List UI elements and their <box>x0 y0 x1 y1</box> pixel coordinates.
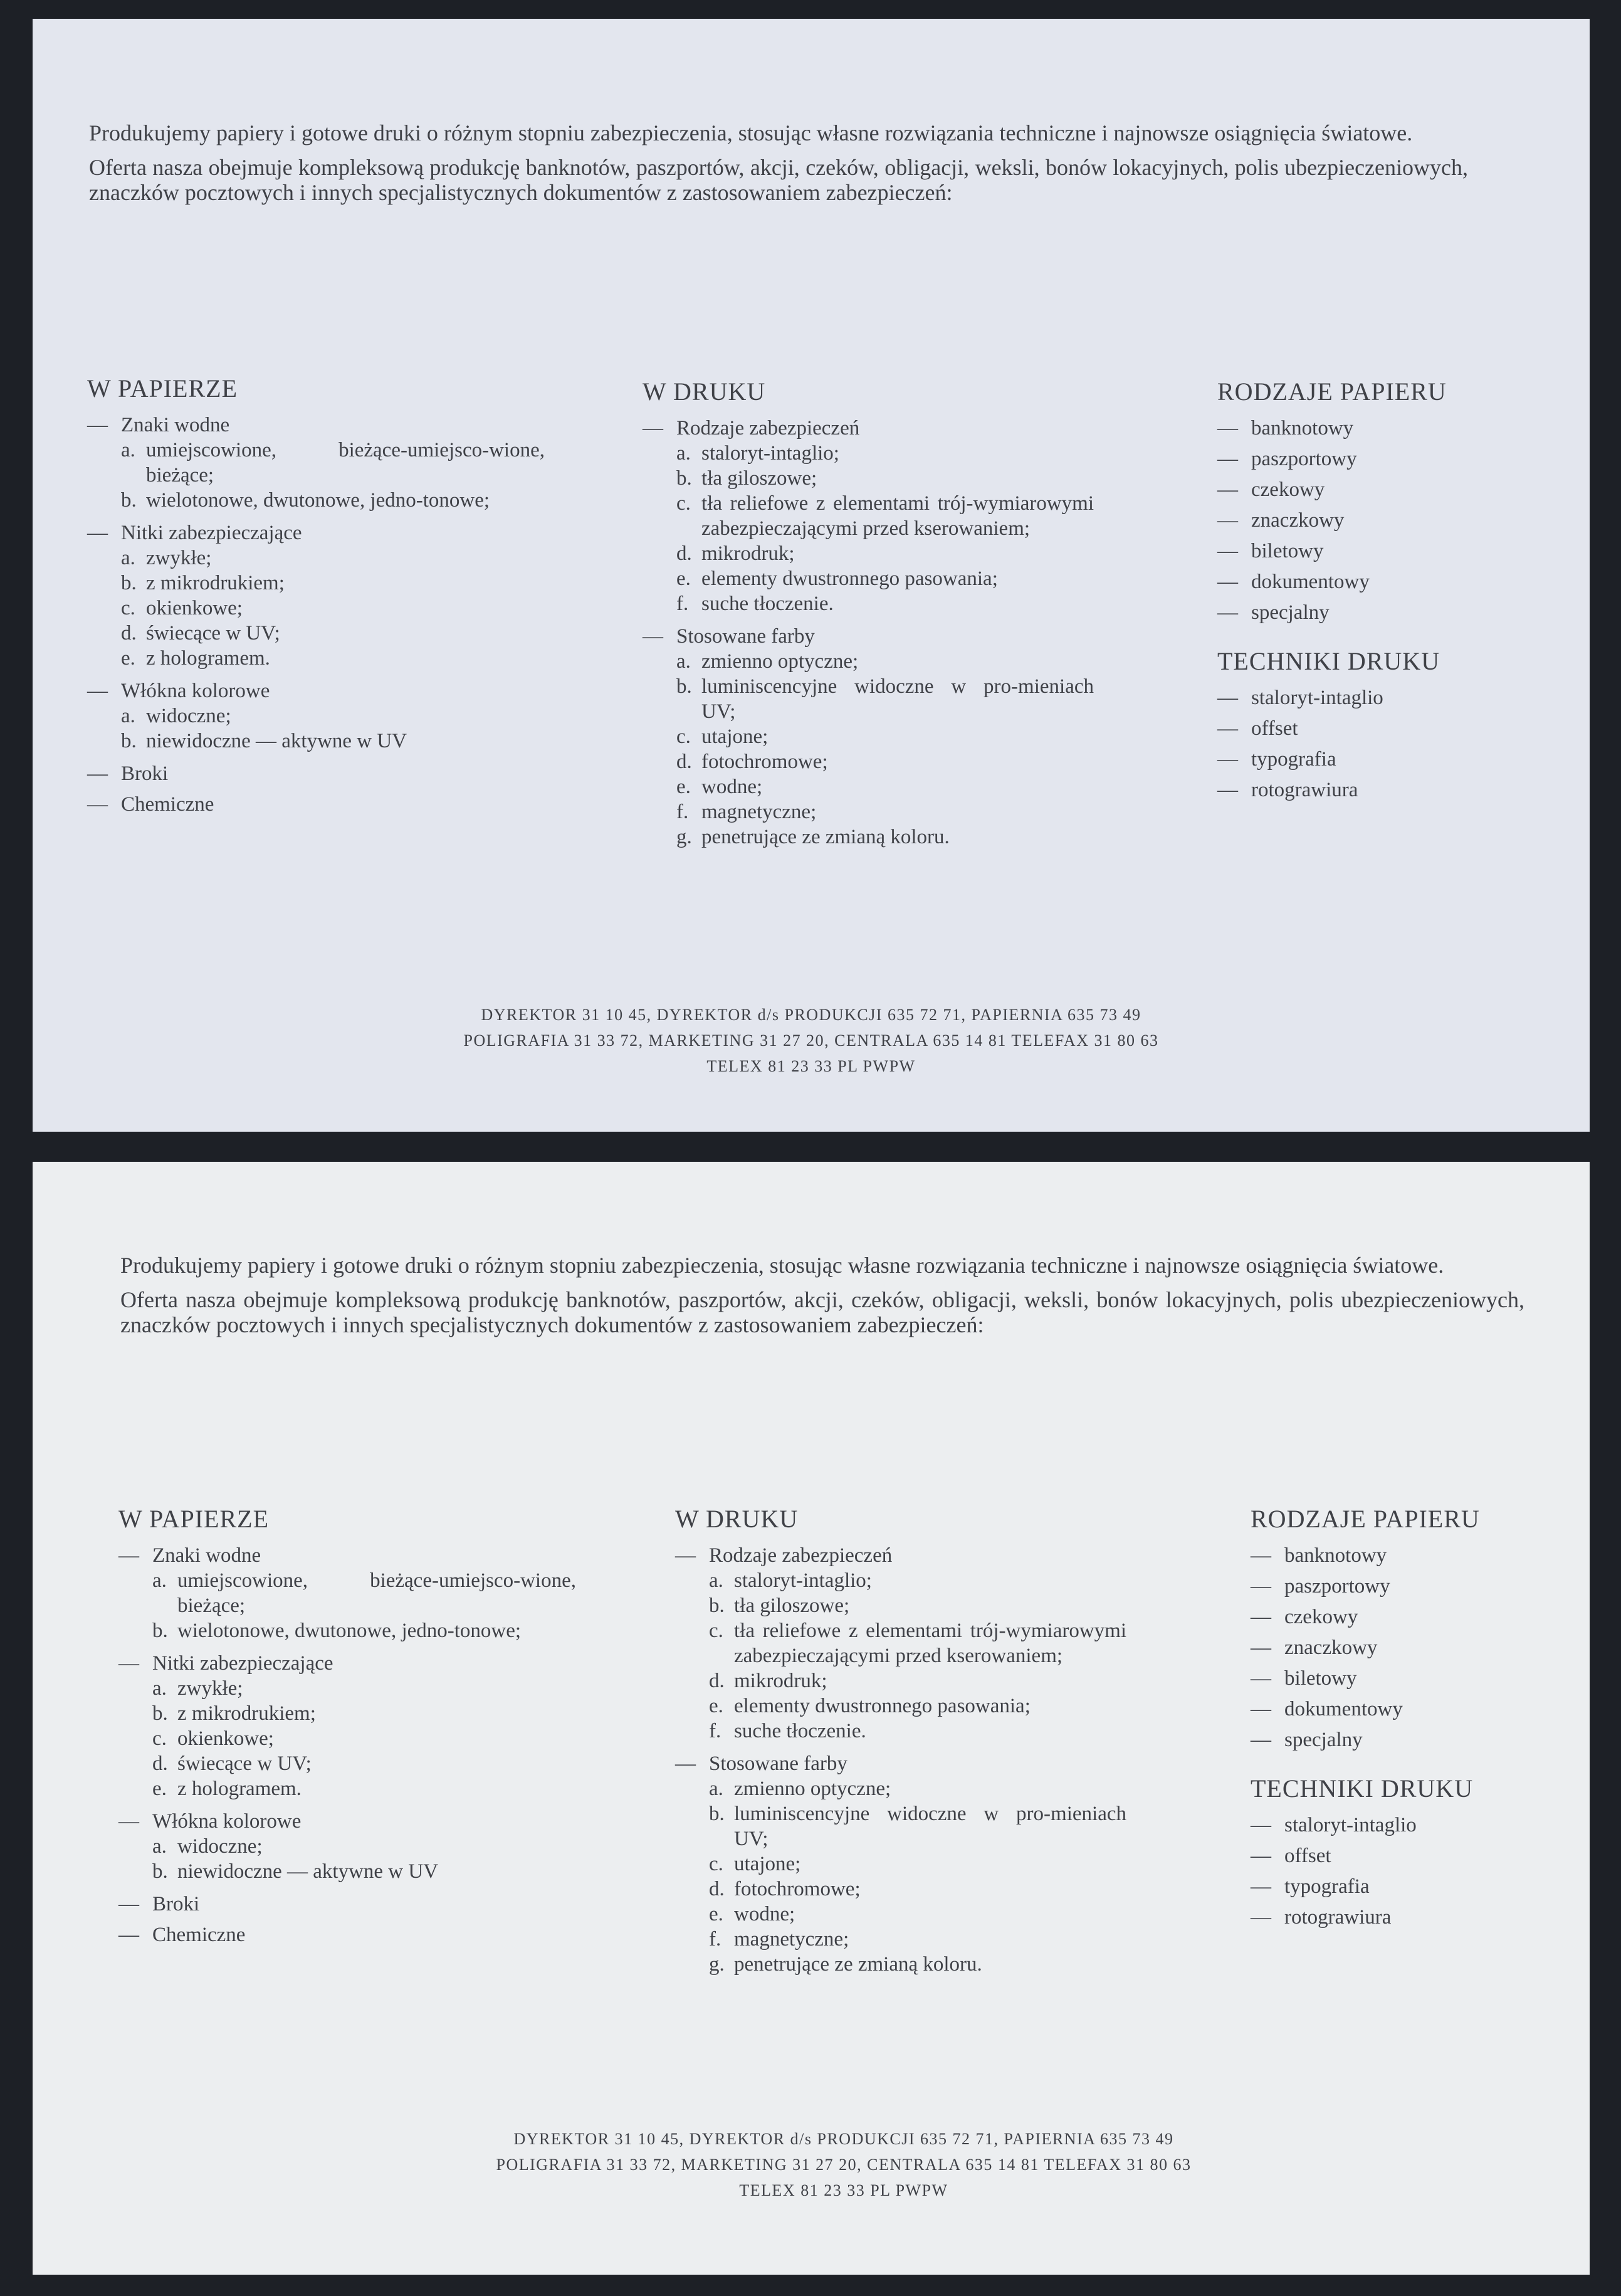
list-item: — typografia <box>1251 1875 1370 1898</box>
group-wlokna <box>118 1809 576 1884</box>
document-sheet-top <box>33 19 1590 1132</box>
list-item: b. z mikrodrukiem; <box>152 1702 316 1725</box>
list-item: — dokumentowy <box>1251 1698 1403 1720</box>
list-item: c. okienkowe; <box>152 1727 274 1750</box>
group-nitki <box>118 1651 576 1801</box>
list-item: c. okienkowe; <box>121 597 243 619</box>
list-item: c. tła reliefowe z elementami trój-wymiarowymi zabezpieczającymi przed kserowaniem; <box>676 492 1094 540</box>
list-item: d. świecące w UV; <box>152 1752 312 1775</box>
list-item: — czekowy <box>1251 1606 1358 1628</box>
contact-footer <box>65 2126 1590 2203</box>
column-rodzaje-papieru <box>1217 379 1543 808</box>
list-item: a. umiejscowione, bieżące-umiejsco-wione, bieżące; <box>152 1569 576 1617</box>
list-item: — paszportowy <box>1251 1575 1390 1598</box>
dash: — <box>675 1544 696 1567</box>
list-item: c. utajone; <box>709 1853 801 1875</box>
list-item: d. mikrodruk; <box>676 542 795 565</box>
dash: — <box>87 522 108 544</box>
group-nitki <box>87 520 545 671</box>
group-title: Nitki zabezpieczające <box>152 1652 333 1675</box>
contact-line-1: DYREKTOR 31 10 45, DYREKTOR d/s PRODUKCJI 635 72 71, PAPIERNIA 635 73 49 <box>513 2130 1174 2148</box>
column-heading: RODZAJE PAPIERU <box>1251 1505 1480 1533</box>
column-heading: RODZAJE PAPIERU <box>1217 377 1447 406</box>
list-item: d. świecące w UV; <box>121 622 280 645</box>
group-title: Znaki wodne <box>152 1544 261 1567</box>
group-title: Włókna kolorowe <box>152 1810 302 1833</box>
list-item: b. z mikrodrukiem; <box>121 572 285 594</box>
list-item: — dokumentowy <box>1217 571 1370 593</box>
list-item: b. luminiscencyjne widoczne w pro-mieniach UV; <box>676 675 1094 723</box>
group-stosowane-farby <box>675 1751 1126 1977</box>
list-item: a. zwykłe; <box>121 547 212 569</box>
list-item: f. suche tłoczenie. <box>709 1720 866 1742</box>
list-item: b. niewidoczne — aktywne w UV <box>121 730 407 752</box>
list-item: — rotograwiura <box>1217 779 1358 801</box>
list-item: b. luminiscencyjne widoczne w pro-mieniach UV; <box>709 1803 1126 1850</box>
group-title: Stosowane farby <box>709 1752 847 1775</box>
column-w-druku <box>643 379 1094 857</box>
group-znaki-wodne <box>87 413 545 513</box>
list-item: d. fotochromowe; <box>709 1878 861 1900</box>
column-rodzaje-papieru <box>1251 1507 1576 1935</box>
list-item: — znaczkowy <box>1217 509 1345 532</box>
list-item: e. wodne; <box>709 1903 795 1925</box>
list-item: f. suche tłoczenie. <box>676 592 834 615</box>
contact-line-2: POLIGRAFIA 31 33 72, MARKETING 31 27 20, CENTRALA 635 14 81 TELEFAX 31 80 63 <box>496 2156 1192 2174</box>
list-item: a. staloryt-intaglio; <box>676 442 839 465</box>
list-item: d. fotochromowe; <box>676 750 828 773</box>
list-item: b. wielotonowe, dwutonowe, jedno-tonowe; <box>121 489 490 512</box>
item-chemiczne: — Chemiczne <box>87 793 214 816</box>
group-znaki-wodne <box>118 1543 576 1643</box>
group-title: Nitki zabezpieczające <box>121 522 302 544</box>
list-item: c. tła reliefowe z elementami trój-wymiarowymi zabezpieczającymi przed kserowaniem; <box>709 1619 1126 1667</box>
list-item: — specjalny <box>1217 601 1330 624</box>
list-item: — biletowy <box>1217 540 1324 562</box>
list-item: b. wielotonowe, dwutonowe, jedno-tonowe; <box>152 1619 522 1642</box>
list-item: — biletowy <box>1251 1667 1357 1690</box>
list-item: f. magnetyczne; <box>676 801 817 823</box>
list-item: e. z hologramem. <box>152 1777 302 1800</box>
intro-text <box>120 1253 1524 1347</box>
item-broki: — Broki <box>118 1893 200 1915</box>
list-item: — banknotowy <box>1217 417 1354 440</box>
list-item: e. wodne; <box>676 776 763 798</box>
list-item: b. tła giloszowe; <box>709 1594 850 1617</box>
list-item: a. zmienno optyczne; <box>676 650 859 673</box>
list-item: — staloryt-intaglio <box>1251 1814 1417 1836</box>
intro-paragraph-1: Produkujemy papiery i gotowe druki o różnym stopniu zabezpieczenia, stosując własne rozwiązania techniczne i najnowsze osiągnięcia światowe. <box>120 1253 1444 1278</box>
dash: — <box>643 417 663 440</box>
list-item: — znaczkowy <box>1251 1636 1378 1659</box>
column-heading: W DRUKU <box>675 1505 799 1533</box>
list-item: — staloryt-intaglio <box>1217 687 1383 709</box>
list-item: a. zmienno optyczne; <box>709 1777 891 1800</box>
list-item: a. staloryt-intaglio; <box>709 1569 872 1592</box>
list-item: — paszportowy <box>1217 448 1357 470</box>
contact-line-2: POLIGRAFIA 31 33 72, MARKETING 31 27 20, CENTRALA 635 14 81 TELEFAX 31 80 63 <box>463 1031 1159 1050</box>
group-wlokna <box>87 678 545 754</box>
dash: — <box>118 1544 139 1567</box>
list-item: f. magnetyczne; <box>709 1928 849 1951</box>
list-item: — typografia <box>1217 748 1336 771</box>
contact-footer <box>33 1002 1590 1079</box>
list-item: d. mikrodruk; <box>709 1670 827 1692</box>
group-title: Rodzaje zabezpieczeń <box>709 1544 893 1567</box>
column-heading-techniki: TECHNIKI DRUKU <box>1217 647 1440 675</box>
column-heading-techniki: TECHNIKI DRUKU <box>1251 1774 1474 1803</box>
intro-paragraph-2: Oferta nasza obejmuje kompleksową produkcję banknotów, paszportów, akcji, czeków, obligacji, weksli, bonów lokacyjnych, polis ubezpieczeniowych, znaczków pocztowych i innych specjalistycznych dokumentów z zastosowaniem zabezpieczeń: <box>89 155 1468 205</box>
group-title: Włókna kolorowe <box>121 680 270 702</box>
dash: — <box>87 414 108 436</box>
list-item: e. z hologramem. <box>121 647 270 670</box>
list-item: g. penetrujące ze zmianą koloru. <box>709 1953 982 1976</box>
dash: — <box>643 625 663 648</box>
list-item: — banknotowy <box>1251 1544 1387 1567</box>
item-broki: — Broki <box>87 762 169 785</box>
contact-line-1: DYREKTOR 31 10 45, DYREKTOR d/s PRODUKCJI 635 72 71, PAPIERNIA 635 73 49 <box>481 1006 1141 1024</box>
intro-paragraph-1: Produkujemy papiery i gotowe druki o różnym stopniu zabezpieczenia, stosując własne rozwiązania techniczne i najnowsze osiągnięcia światowe. <box>89 120 1413 145</box>
list-item: — rotograwiura <box>1251 1906 1392 1929</box>
group-stosowane-farby <box>643 624 1094 850</box>
column-w-papierze <box>87 376 545 823</box>
list-item: — offset <box>1217 717 1298 740</box>
dash: — <box>118 1652 139 1675</box>
list-item: a. widoczne; <box>121 705 231 727</box>
list-item: c. utajone; <box>676 725 769 748</box>
group-rodzaje-zabezpieczen <box>643 416 1094 616</box>
dash: — <box>675 1752 696 1775</box>
intro-text <box>89 120 1468 214</box>
list-item: — specjalny <box>1251 1729 1363 1751</box>
column-heading: W PAPIERZE <box>87 374 238 403</box>
intro-paragraph-2: Oferta nasza obejmuje kompleksową produkcję banknotów, paszportów, akcji, czeków, obligacji, weksli, bonów lokacyjnych, polis ubezpieczeniowych, znaczków pocztowych i innych specjalistycznych dokumentów z zastosowaniem zabezpieczeń: <box>120 1287 1524 1337</box>
document-sheet-bottom <box>33 1162 1590 2275</box>
column-heading: W PAPIERZE <box>118 1505 270 1533</box>
contact-line-3: TELEX 81 23 33 PL PWPW <box>739 2181 948 2199</box>
list-item: a. umiejscowione, bieżące-umiejsco-wione, bieżące; <box>121 439 545 487</box>
group-title: Rodzaje zabezpieczeń <box>676 417 860 440</box>
group-rodzaje-zabezpieczen <box>675 1543 1126 1744</box>
dash: — <box>118 1810 139 1833</box>
list-item: e. elementy dwustronnego pasowania; <box>709 1695 1031 1717</box>
list-item: a. zwykłe; <box>152 1677 243 1700</box>
item-chemiczne: — Chemiczne <box>118 1924 246 1946</box>
list-item: g. penetrujące ze zmianą koloru. <box>676 826 950 848</box>
dash: — <box>87 680 108 702</box>
group-title: Znaki wodne <box>121 414 230 436</box>
group-title: Stosowane farby <box>676 625 815 648</box>
column-w-druku <box>675 1507 1126 1984</box>
list-item: — offset <box>1251 1845 1331 1867</box>
list-item: — czekowy <box>1217 478 1325 501</box>
list-item: e. elementy dwustronnego pasowania; <box>676 567 998 590</box>
list-item: b. niewidoczne — aktywne w UV <box>152 1860 439 1883</box>
column-w-papierze <box>118 1507 576 1953</box>
contact-line-3: TELEX 81 23 33 PL PWPW <box>706 1057 916 1075</box>
list-item: b. tła giloszowe; <box>676 467 817 490</box>
column-heading: W DRUKU <box>643 377 766 406</box>
list-item: a. widoczne; <box>152 1835 263 1858</box>
